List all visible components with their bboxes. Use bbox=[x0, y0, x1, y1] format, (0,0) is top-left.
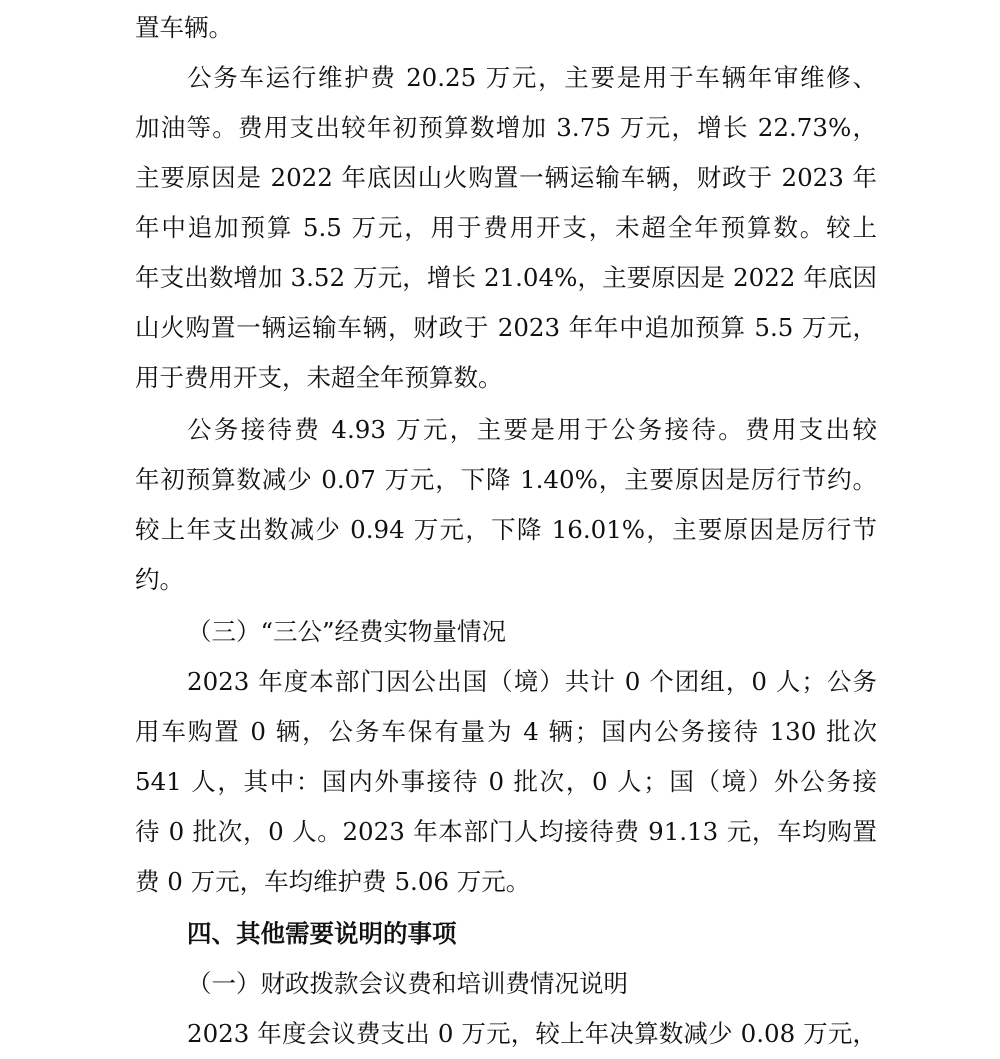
text-line-15: 用车购置 0 辆，公务车保有量为 4 辆；国内公务接待 130 批次 bbox=[135, 717, 877, 746]
text-line-7: 山火购置一辆运输车辆，财政于 2023 年年中追加预算 5.5 万元， bbox=[135, 313, 877, 342]
text-line-16: 541 人，其中：国内外事接待 0 批次，0 人；国（境）外公务接 bbox=[135, 767, 877, 796]
section-heading-three-public: （三）“三公”经费实物量情况 bbox=[187, 617, 507, 646]
text-line-10: 年初预算数减少 0.07 万元，下降 1.40%，主要原因是厉行节约。 bbox=[135, 465, 877, 494]
text-line-17: 待 0 批次，0 人。2023 年本部门人均接待费 91.13 元，车均购置 bbox=[135, 817, 877, 846]
text-line-21: 2023 年度会议费支出 0 万元，较上年决算数减少 0.08 万元， bbox=[187, 1019, 877, 1048]
text-line-14: 2023 年度本部门因公出国（境）共计 0 个团组，0 人；公务 bbox=[187, 667, 877, 696]
text-line-18: 费 0 万元，车均维护费 5.06 万元。 bbox=[135, 867, 531, 896]
text-line-2: 公务车运行维护费 20.25 万元，主要是用于车辆年审维修、 bbox=[187, 63, 877, 92]
text-line-3: 加油等。费用支出较年初预算数增加 3.75 万元，增长 22.73%， bbox=[135, 113, 877, 142]
section-heading-other-matters: 四、其他需要说明的事项 bbox=[187, 919, 457, 948]
text-line-11: 较上年支出数减少 0.94 万元，下降 16.01%，主要原因是厉行节 bbox=[135, 515, 877, 544]
text-line-1: 置车辆。 bbox=[135, 13, 233, 42]
text-line-8: 用于费用开支，未超全年预算数。 bbox=[135, 363, 503, 392]
text-line-6: 年支出数增加 3.52 万元，增长 21.04%，主要原因是 2022 年底因 bbox=[135, 263, 877, 292]
subsection-heading-meeting-training: （一）财政拨款会议费和培训费情况说明 bbox=[187, 969, 628, 998]
text-line-4: 主要原因是 2022 年底因山火购置一辆运输车辆，财政于 2023 年 bbox=[135, 163, 877, 192]
text-line-12: 约。 bbox=[135, 565, 184, 594]
text-line-5: 年中追加预算 5.5 万元，用于费用开支，未超全年预算数。较上 bbox=[135, 213, 877, 242]
text-line-9: 公务接待费 4.93 万元，主要是用于公务接待。费用支出较 bbox=[187, 415, 877, 444]
